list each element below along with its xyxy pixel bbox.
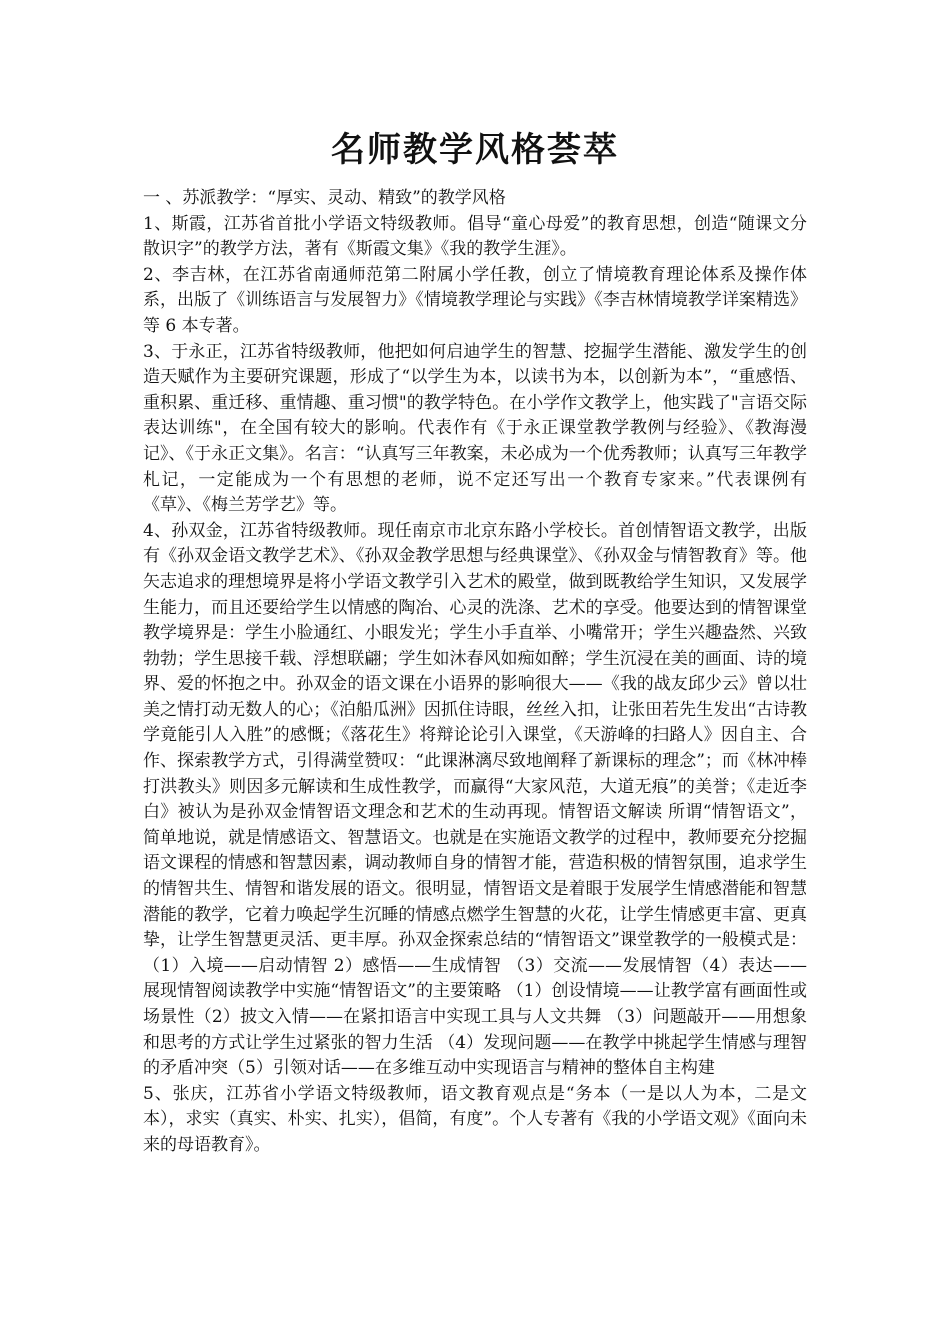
paragraph-sixia: 1、斯霞，江苏省首批小学语文特级教师。倡导“童心母爱”的教育思想，创造“随课文分散识字”的教学方法，著有《斯霞文集》《我的教学生涯》。 [143, 213, 807, 260]
document-page [143, 128, 807, 1159]
paragraph-lijilin: 2、李吉林，在江苏省南通师范第二附属小学任教，创立了情境教育理论体系及操作体系，出版了《训练语言与发展智力》《情境教学理论与实践》《李吉林情境教学详案精选》等 6 本专著。 [143, 264, 807, 336]
paragraph-sunshuangjin: 4、孙双金，江苏省特级教师。现任南京市北京东路小学校长。首创情智语文教学，出版有《孙双金语文教学艺术》、《孙双金教学思想与经典课堂》、《孙双金与情智教育》等。他矢志追求的理想境界是将小学语文教学引入艺术的殿堂，做到既教给学生知识，又发展学生能力，而且还要给学生以情感的陶冶、心灵的洗涤、艺术的享受。他要达到的情智课堂教学境界是：学生小脸通红、小眼发光；学生小手直举、小嘴常开；学生兴趣盎然、兴致勃勃；学生思接千载、浮想联翩；学生如沐春风如痴如醉；学生沉浸在美的画面、诗的境界、爱的怀抱之中。孙双金的语文课在小语界的影响很大——《我的战友邱少云》曾以壮美之情打动无数人的心；《泊船瓜洲》因抓住诗眼，丝丝入扣，让张田若先生发出“古诗教学竟能引人入胜”的感慨；《落花生》将辩论论引入课堂，《天游峰的扫路人》因自主、合作、探索教学方式，引得满堂赞叹：“此课淋漓尽致地阐释了新课标的理念”；而《林冲棒打洪教头》则因多元解读和生成性教学，而赢得“大家风范，大道无痕”的美誉；《走近李白》被认为是孙双金情智语文理念和艺术的生动再现。情智语文解读 所谓“情智语文”，简单地说，就是情感语文、智慧语文。也就是在实施语文教学的过程中，教师要充分挖掘语文课程的情感和智慧因素，调动教师自身的情智才能，营造积极的情智氛围，追求学生的情智共生、情智和谐发展的语文。很明显，情智语文是着眼于发展学生情感潜能和智慧潜能的教学，它着力唤起学生沉睡的情感点燃学生智慧的火花，让学生情感更丰富、更真挚，让学生智慧更灵活、更丰厚。孙双金探索总结的“情智语文”课堂教学的一般模式是：（1）入境——启动情智 2）感悟——生成情智 （3）交流——发展情智（4）表达——展现情智阅读教学中实施“情智语文”的主要策略 （1）创设情境——让教学富有画面性或场景性（2）披文入情——在紧扣语言中实现工具与人文共舞 （3）问题敲开——用想象和思考的方式让学生过紧张的智力生活 （4）发现问题——在教学中挑起学生情感与理智的矛盾冲突（5）引领对话——在多维互动中实现语言与精神的整体自主构建 [143, 520, 807, 1079]
paragraph-yuyongzheng: 3、于永正，江苏省特级教师，他把如何启迪学生的智慧、挖掘学生潜能、激发学生的创造天赋作为主要研究课题，形成了“以学生为本，以读书为本，以创新为本”，“重感悟、重积累、重迁移、重情趣、重习惯"的教学特色。在小学作文教学上，他实践了"言语交际表达训练"，在全国有较大的影响。代表作有《于永正课堂教学教例与经验》、《教海漫记》、《于永正文集》。名言：“认真写三年教案，未必成为一个优秀教师；认真写三年教学札记，一定能成为一个有思想的老师，说不定还写出一个教育专家来。”代表课例有《草》、《梅兰芳学艺》等。 [143, 341, 807, 516]
paragraph-zhangqing: 5、张庆，江苏省小学语文特级教师，语文教育观点是“务本（一是以人为本，二是文本），求实（真实、朴实、扎实），倡简，有度”。个人专著有《我的小学语文观》《面向未来的母语教育》。 [143, 1083, 807, 1155]
document-title: 名师教学风格荟萃 [331, 130, 619, 170]
section-heading: 一 、苏派教学：“厚实、灵动、精致”的教学风格 [143, 188, 506, 208]
